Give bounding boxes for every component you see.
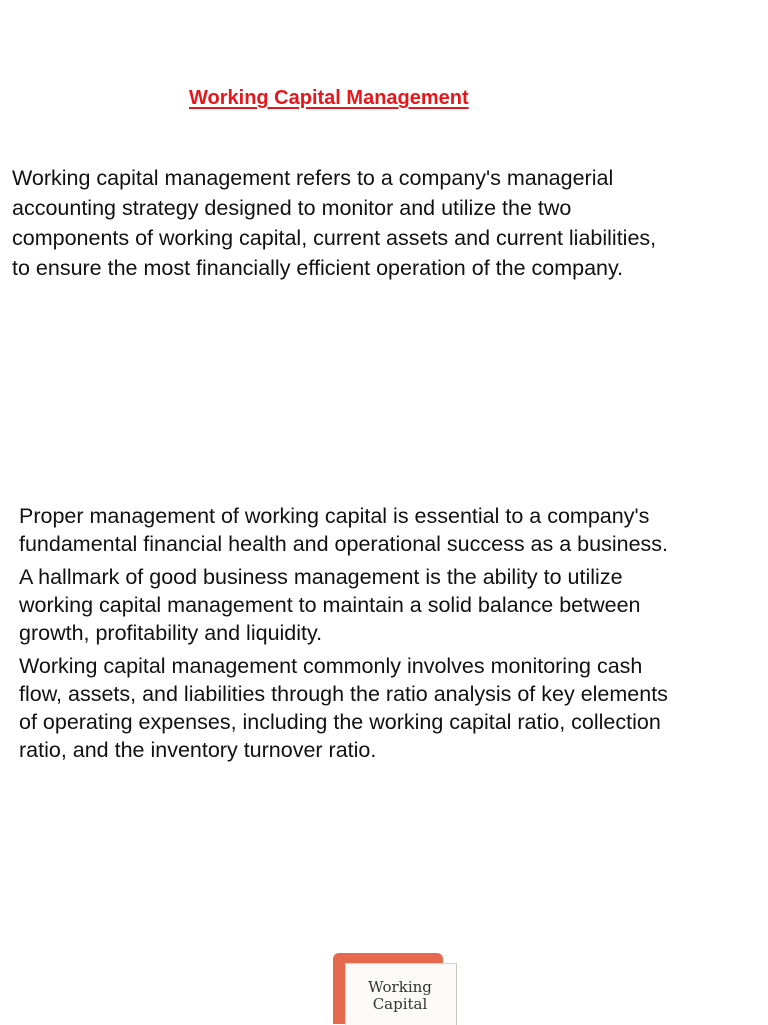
point-line: growth, profitability and liquidity.	[19, 621, 323, 645]
point-line: ratio, and the inventory turnover ratio.	[19, 738, 377, 762]
intro-line: to ensure the most financially efficient operation of the company.	[12, 256, 624, 280]
intro-paragraph	[12, 163, 752, 283]
point-line: Working capital management commonly involves monitoring cash	[19, 654, 643, 678]
intro-line: accounting strategy designed to monitor and utilize the two	[12, 196, 572, 220]
intro-line: Working capital management refers to a company's managerial	[12, 166, 614, 190]
point-line: Proper management of working capital is essential to a company's	[19, 504, 650, 528]
page-title: Working Capital Management	[189, 87, 469, 109]
point-line: working capital management to maintain a solid balance between	[19, 593, 641, 617]
working-capital-image	[333, 953, 457, 1024]
point-line: of operating expenses, including the working capital ratio, collection	[19, 710, 661, 734]
point-item-essential	[19, 502, 749, 558]
point-item-hallmark	[19, 563, 749, 647]
image-card-label-line: Capital	[372, 995, 428, 1013]
point-item-monitoring	[19, 652, 749, 764]
points-list	[19, 502, 749, 769]
image-card-label	[345, 979, 455, 1013]
intro-line: components of working capital, current assets and current liabilities,	[12, 226, 657, 250]
point-line: flow, assets, and liabilities through the ratio analysis of key elements	[19, 682, 668, 706]
point-line: A hallmark of good business management is the ability to utilize	[19, 565, 623, 589]
image-card-label-line: Working	[368, 978, 432, 996]
point-line: fundamental financial health and operational success as a business.	[19, 532, 668, 556]
